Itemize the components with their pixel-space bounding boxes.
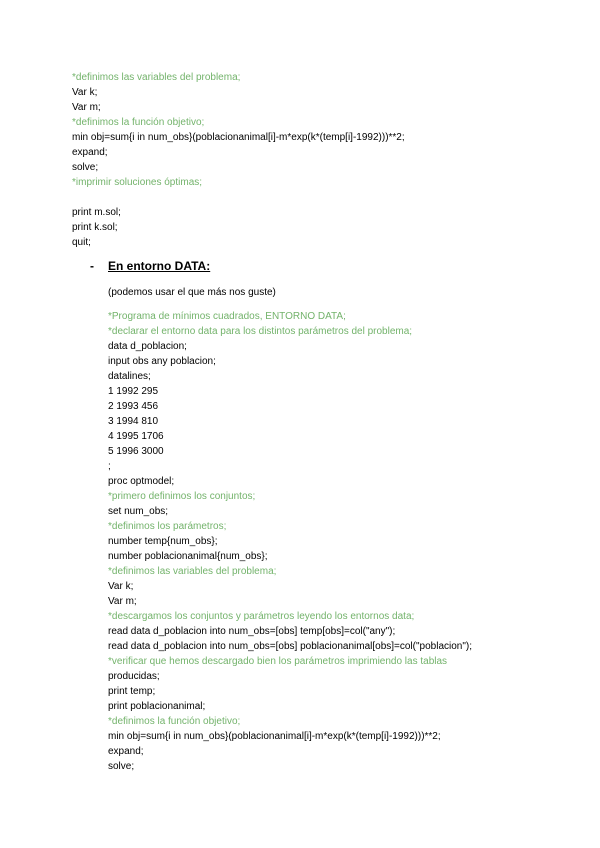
code-line: 4 1995 1706 xyxy=(108,431,164,442)
code-comment-line: *imprimir soluciones óptimas; xyxy=(72,177,203,188)
top-code-block xyxy=(72,70,405,250)
code-comment-line: *definimos los parámetros; xyxy=(108,521,227,532)
code-line: min obj=sum{i in num_obs}(poblacionanimal[i]-m*exp(k*(temp[i]-1992)))**2; xyxy=(108,731,441,742)
code-comment-line: *descargamos los conjuntos y parámetros leyendo los entornos data; xyxy=(108,611,415,622)
code-comment-line: *primero definimos los conjuntos; xyxy=(108,491,256,502)
code-line: Var k; xyxy=(72,87,98,98)
code-line: print temp; xyxy=(108,686,156,697)
code-line: proc optmodel; xyxy=(108,476,175,487)
code-line: ; xyxy=(108,461,111,472)
bullet-dash: - xyxy=(90,259,94,273)
code-comment-line: *definimos la función objetivo; xyxy=(108,716,241,727)
section-note: (podemos usar el que más nos guste) xyxy=(108,287,276,298)
code-line: set num_obs; xyxy=(108,506,169,517)
code-line: data d_poblacion; xyxy=(108,341,187,352)
code-line: solve; xyxy=(108,761,135,772)
code-comment-line: *definimos las variables del problema; xyxy=(108,566,277,577)
code-line: min obj=sum{i in num_obs}(poblacionanimal[i]-m*exp(k*(temp[i]-1992)))**2; xyxy=(72,132,405,143)
code-line: number poblacionanimal{num_obs}; xyxy=(108,551,268,562)
code-line: input obs any poblacion; xyxy=(108,356,216,367)
code-line: read data d_poblacion into num_obs=[obs] temp[obs]=col("any"); xyxy=(108,626,396,637)
code-line: 3 1994 810 xyxy=(108,416,159,427)
code-line: 2 1993 456 xyxy=(108,401,159,412)
code-line: solve; xyxy=(72,162,99,173)
code-line: datalines; xyxy=(108,371,151,382)
code-line: producidas; xyxy=(108,671,160,682)
code-line: Var m; xyxy=(108,596,137,607)
code-comment-line: *definimos la función objetivo; xyxy=(72,117,205,128)
code-line: quit; xyxy=(72,237,91,248)
code-comment-line: *declarar el entorno data para los distintos parámetros del problema; xyxy=(108,326,413,337)
code-line: expand; xyxy=(108,746,144,757)
code-comment-line: *definimos las variables del problema; xyxy=(72,72,241,83)
data-env-code-block xyxy=(108,309,472,774)
code-line: expand; xyxy=(72,147,108,158)
code-comment-line: *Programa de mínimos cuadrados, ENTORNO DATA; xyxy=(108,311,346,322)
code-line: print k.sol; xyxy=(72,222,118,233)
code-line: Var m; xyxy=(72,102,101,113)
code-line: number temp{num_obs}; xyxy=(108,536,218,547)
section-heading-text: En entorno DATA: xyxy=(108,259,211,273)
code-line: Var k; xyxy=(108,581,134,592)
code-line: print poblacionanimal; xyxy=(108,701,206,712)
code-line: print m.sol; xyxy=(72,207,121,218)
code-line: read data d_poblacion into num_obs=[obs] poblacionanimal[obs]=col("poblacion"); xyxy=(108,641,473,652)
code-line: 5 1996 3000 xyxy=(108,446,164,457)
code-comment-line: *verificar que hemos descargado bien los parámetros imprimiendo las tablas xyxy=(108,656,448,667)
code-line xyxy=(72,190,405,205)
code-line: 1 1992 295 xyxy=(108,386,159,397)
